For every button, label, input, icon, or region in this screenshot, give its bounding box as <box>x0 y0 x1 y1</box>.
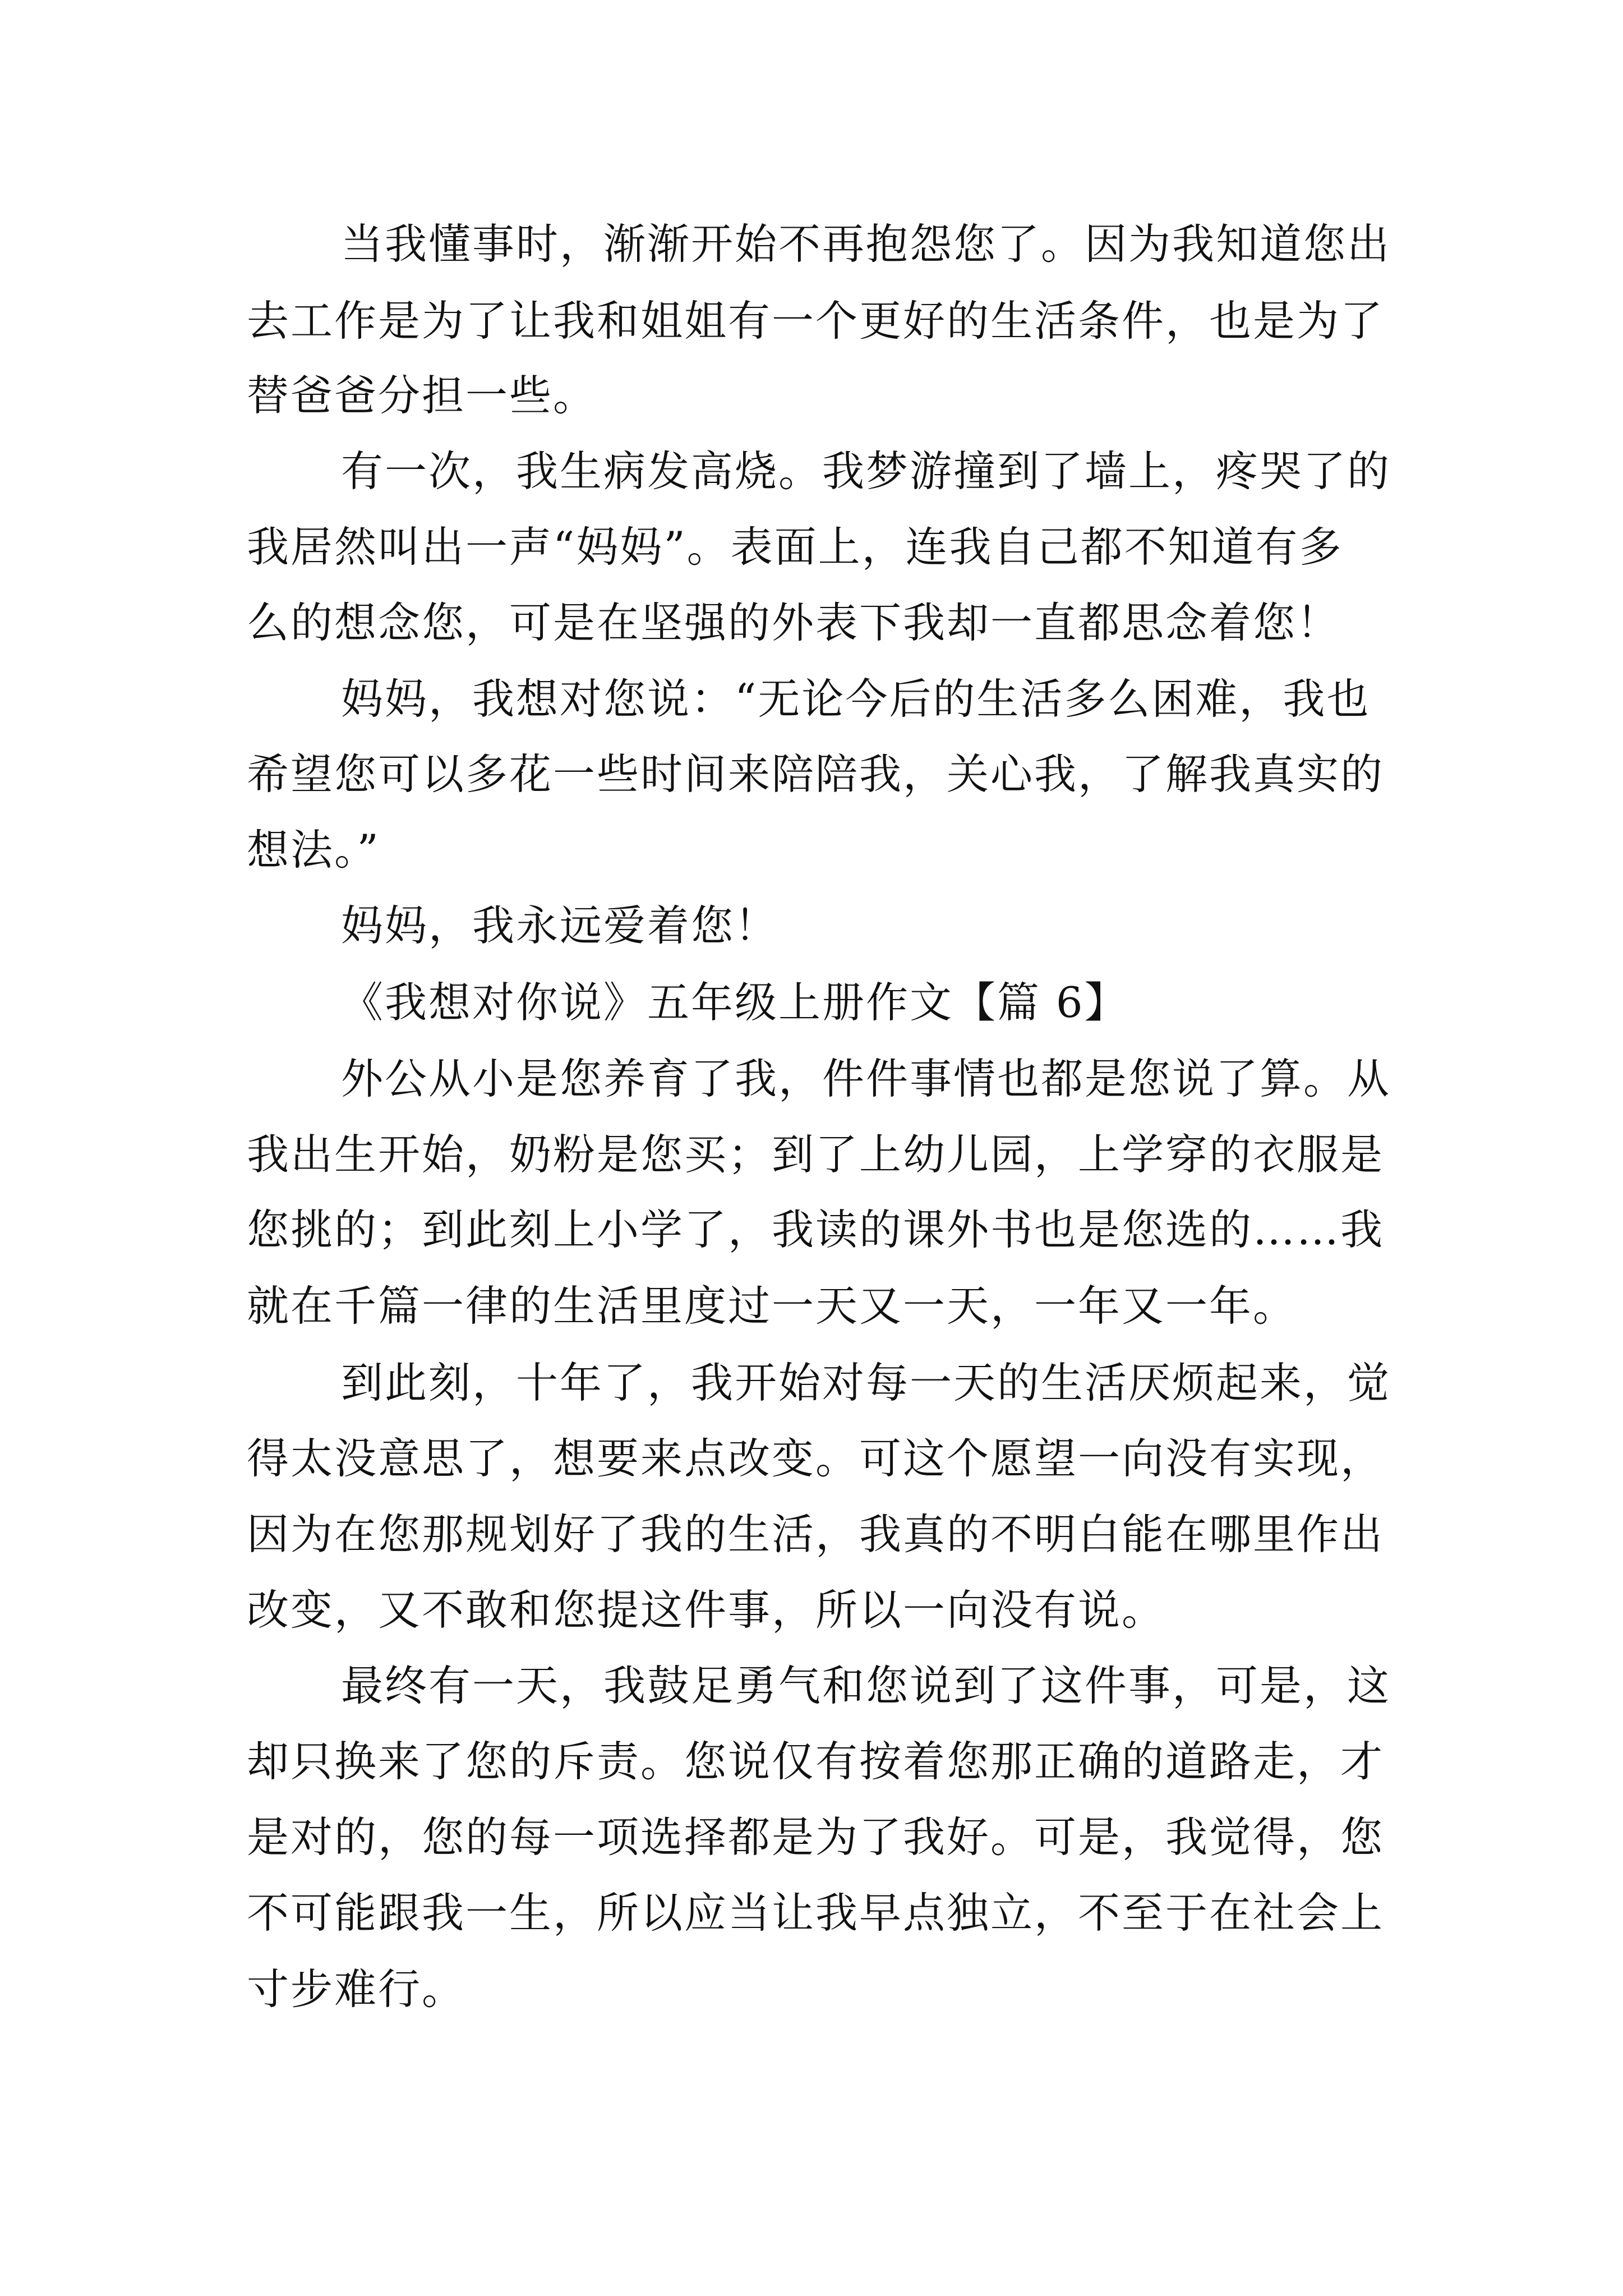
text-line: 妈妈，我永远爱着您！ <box>341 901 779 950</box>
text-line: 到此刻，十年了，我开始对每一天的生活厌烦起来，觉 <box>341 1358 1391 1407</box>
text-line: 我出生开始，奶粉是您买；到了上幼儿园，上学穿的衣服是 <box>247 1130 1385 1179</box>
text-line: 却只换来了您的斥责。您说仅有按着您那正确的道路走，才 <box>247 1737 1385 1786</box>
text-line: 有一次，我生病发高烧。我梦游撞到了墙上，疼哭了的 <box>341 447 1391 496</box>
text-line: 改变，又不敢和您提这件事，所以一向没有说。 <box>247 1585 1166 1635</box>
text-line: 当我懂事时，渐渐开始不再抱怨您了。因为我知道您出 <box>341 219 1391 269</box>
text-line: 去工作是为了让我和姐姐有一个更好的生活条件，也是为了 <box>247 296 1385 346</box>
text-line: 最终有一天，我鼓足勇气和您说到了这件事，可是，这 <box>341 1661 1391 1710</box>
text-line: 不可能跟我一生，所以应当让我早点独立，不至于在社会上 <box>247 1888 1385 1938</box>
text-line: 因为在您那规划好了我的生活，我真的不明白能在哪里作出 <box>247 1510 1385 1559</box>
text-line: 您挑的；到此刻上小学了，我读的课外书也是您选的……我 <box>247 1205 1385 1254</box>
text-line: 替爸爸分担一些。 <box>247 371 597 420</box>
text-line: 是对的，您的每一项选择都是为了我好。可是，我觉得，您 <box>247 1812 1385 1862</box>
heading-text: 《我想对你说》五年级上册作文【篇 6】 <box>341 978 1128 1027</box>
text-line: 得太没意思了，想要来点改变。可这个愿望一向没有实现， <box>247 1434 1385 1483</box>
text-line: 么的想念您，可是在坚强的外表下我却一直都思念着您！ <box>247 598 1341 647</box>
text-line: 就在千篇一律的生活里度过一天又一天，一年又一年。 <box>247 1281 1297 1331</box>
text-line: 想法。” <box>247 825 380 875</box>
text-line: 妈妈，我想对您说：“无论今后的生活多么困难，我也 <box>341 674 1371 724</box>
text-line: 寸步难行。 <box>247 1964 466 2014</box>
text-line: 我居然叫出一声“妈妈”。表面上，连我自己都不知道有多 <box>247 522 1343 572</box>
text-line: 外公从小是您养育了我，件件事情也都是您说了算。从 <box>341 1054 1391 1103</box>
text-line: 希望您可以多花一些时间来陪陪我，关心我，了解我真实的 <box>247 749 1385 799</box>
